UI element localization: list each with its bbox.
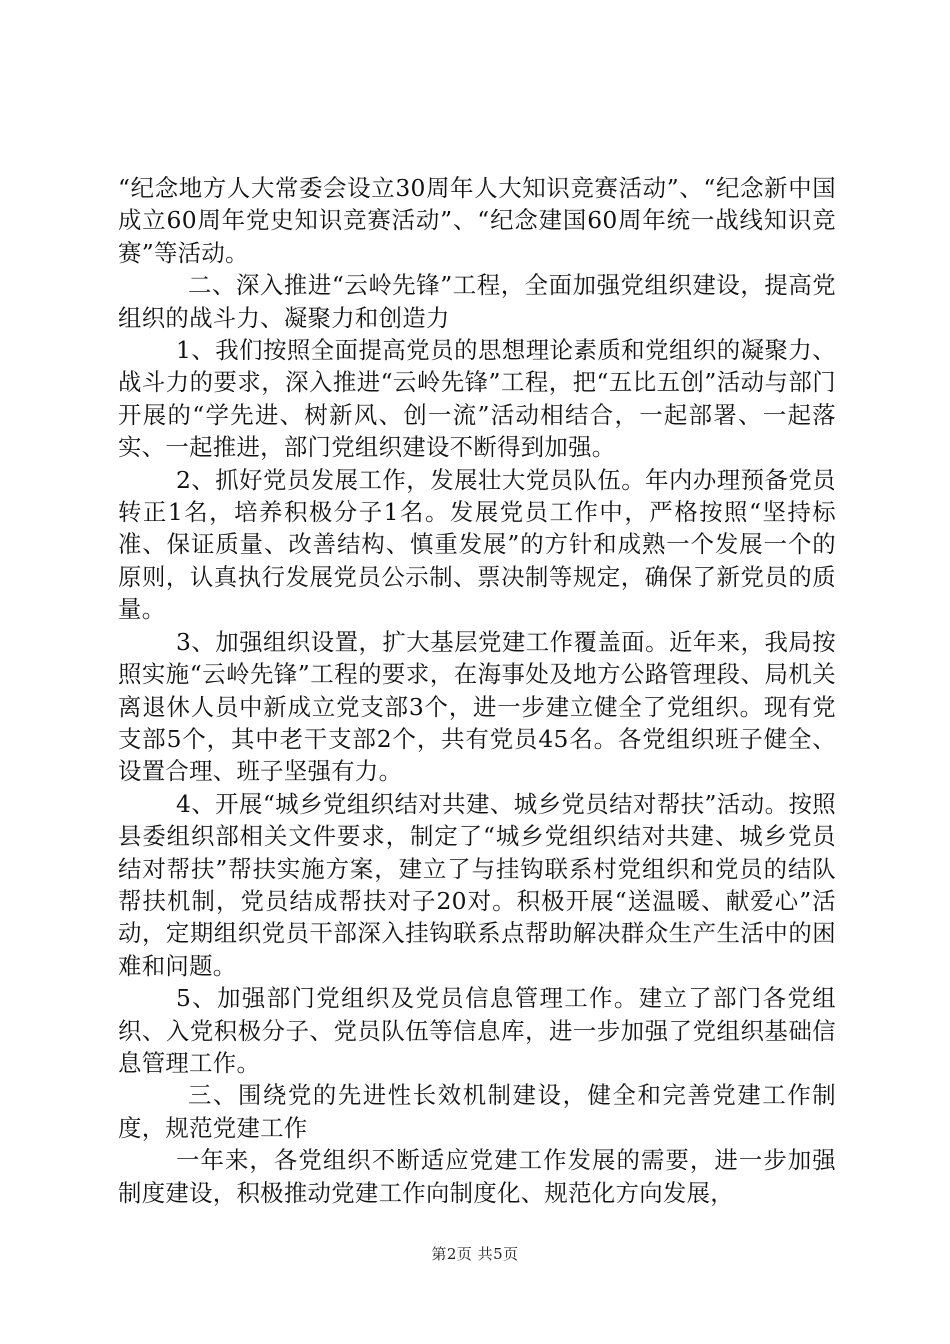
section-heading-two: 二、深入推进“云岭先锋”工程，全面加强党组织建设，提高党组织的战斗力、凝聚力和创造力 — [118, 271, 836, 332]
section-heading-three: 三、围绕党的先进性长效机制建设，健全和完善党建工作制度，规范党建工作 — [118, 1081, 836, 1142]
paragraph-item-3: 3、加强组织设置，扩大基层党建工作覆盖面。近年来，我局按照实施“云岭先锋”工程的要求，在海事处及地方公路管理段、局机关离退休人员中新成立党支部3个，进一步建立健全了党组织。现有党支部5个，其中老干支部2个，共有党员45名。各党组织班子健全、设置合理、班子坚强有力。 — [118, 627, 836, 786]
document-body — [118, 172, 836, 1209]
paragraph-competition-activities: “纪念地方人大常委会设立30周年人大知识竞赛活动”、“纪念新中国成立60周年党史知识竞赛活动”、“纪念建国60周年统一战线知识竞赛”等活动。 — [118, 174, 836, 267]
paragraph-year-summary: 一年来，各党组织不断适应党建工作发展的需要，进一步加强制度建设，积极推动党建工作向制度化、规范化方向发展， — [118, 1146, 836, 1207]
page-number-label: 第2页 共5页 — [431, 1245, 519, 1263]
paragraph-item-2: 2、抓好党员发展工作，发展壮大党员队伍。年内办理预备党员转正1名，培养积极分子1名。发展党员工作中，严格按照“坚持标准、保证质量、改善结构、慎重发展”的方针和成熟一个发展一个的原则，认真执行发展党员公示制、票决制等规定，确保了新党员的质量。 — [118, 465, 836, 624]
paragraph-item-5: 5、加强部门党组织及党员信息管理工作。建立了部门各党组织、入党积极分子、党员队伍等信息库，进一步加强了党组织基础信息管理工作。 — [118, 984, 836, 1077]
paragraph-item-4: 4、开展“城乡党组织结对共建、城乡党员结对帮扶”活动。按照县委组织部相关文件要求，制定了“城乡党组织结对共建、城乡党员结对帮扶”帮扶实施方案，建立了与挂钩联系村党组织和党员的结队帮扶机制，党员结成帮扶对子20对。积极开展“送温暖、献爱心”活动，定期组织党员干部深入挂钩联系点帮助解决群众生产生活中的困难和问题。 — [118, 789, 836, 980]
paragraph-item-1: 1、我们按照全面提高党员的思想理论素质和党组织的凝聚力、战斗力的要求，深入推进“云岭先锋”工程，把“五比五创”活动与部门开展的“学先进、树新风、创一流”活动相结合，一起部署、一起落实、一起推进，部门党组织建设不断得到加强。 — [118, 336, 836, 462]
page-footer — [0, 1244, 950, 1264]
